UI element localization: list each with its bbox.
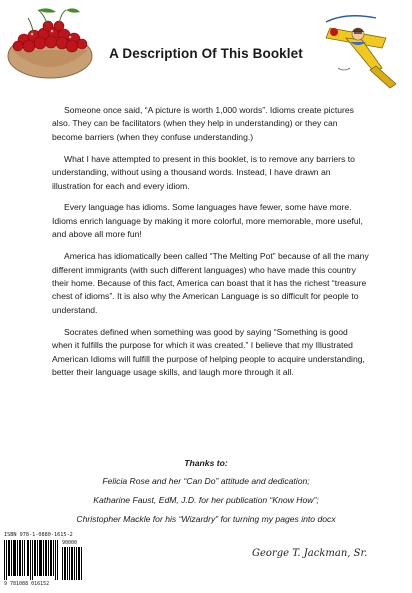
isbn-barcode-block: [2, 532, 86, 590]
paragraph: Someone once said, “A picture is worth 1,000 words”. Idioms create pictures also. They can be facilitators (when they help in understanding) or they can become barriers (when they confuse understanding.): [52, 105, 354, 142]
acknowledgements: [0, 457, 412, 532]
page-title: A Description Of This Booklet: [109, 46, 303, 61]
paragraph: Every language has idioms. Some languages have fewer, some have more. Idioms enrich language by making it more colorful, more memorable, more useful, and above all more fun!: [52, 202, 363, 240]
paragraph: America has idiomatically been called “The Melting Pot” because of all the many different immigrants (with such different languages) who have made this country their home. Because of this fact, America can boast that it has the richest “treasure chest of idioms”. It is also why the American Language is so difficult for people to understand.: [52, 251, 369, 315]
thanks-line: Katharine Faust, EdM, J.D. for her publication “Know How”;: [93, 495, 319, 505]
barcode-digits: 9 781088 016152: [4, 581, 50, 587]
description-body: [52, 104, 370, 388]
bowl-of-cherries-illustration: [4, 4, 96, 84]
addon-barcode-graphic: [62, 547, 84, 580]
paragraph: What I have attempted to present in this booklet, is to remove any barriers to understanding, without using a thousand words. Instead, I have drawn an illustration for each and every idiom.: [52, 153, 355, 191]
thanks-line: Christopher Mackle for his “Wizardry” for turning my pages into docx: [76, 514, 336, 524]
barcode-graphic: [4, 540, 60, 580]
thanks-line: Felicia Rose and her “Can Do” attitude and dedication;: [102, 476, 310, 486]
thanks-heading: Thanks to:: [184, 458, 228, 468]
addon-number: 90000: [62, 540, 78, 546]
isbn-label: ISBN 978-1-0880-1615-2: [4, 532, 73, 538]
author-signature: George T. Jackman, Sr.: [252, 548, 368, 559]
paragraph: Socrates defined when something was good by saying “Something is good when it fulfills the purpose for which it was created.” I believe that my Illustrated American Idioms will fulfill the purpose of helping people to acquire understanding, better their language usage skills, and laugh more through it all.: [52, 326, 365, 377]
